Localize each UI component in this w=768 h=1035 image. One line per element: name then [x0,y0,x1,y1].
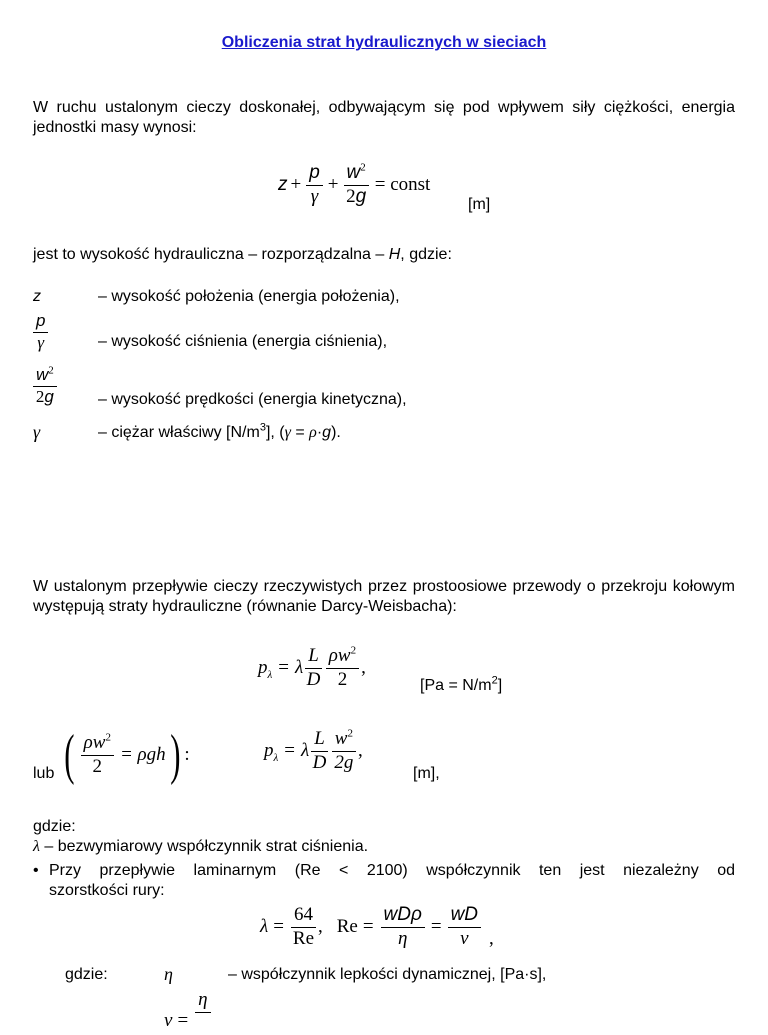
eq2-D: D [306,668,321,690]
eq4-wDrho: wDρ [381,905,425,928]
eq3-rhogh: = ρgh [119,744,166,765]
page-title[interactable]: Obliczenia strat hydraulicznych w sieciach [221,34,547,51]
eq4-Re2: Re [336,916,358,938]
lambda-def-symbol: λ [33,838,40,855]
eq4-lambda: λ [260,916,269,938]
def-gamma-g: γ [284,424,291,441]
eq4-64-over-Re [291,905,316,950]
def-gamma-end: ). [331,424,341,441]
eq3-p: $p_\lambda$ [264,740,279,765]
eq3-comma: , [357,740,363,762]
eq4-wDrho-over-eta [381,905,425,950]
eq5-eta: η [195,990,210,1013]
def-gamma-sup: 3 [259,421,266,434]
eq1-z: z [278,174,288,196]
kinematic-viscosity-equation [164,990,213,1035]
eq1-w2-over-2g [344,163,369,208]
def-text-gamma [98,421,341,442]
eq3-L: L [311,729,328,752]
eq1-p: p [306,163,323,186]
def-gamma-rho: ρ [309,424,317,441]
eq5-eq: = [177,1010,189,1032]
eq2-rhow2-over-2 [326,646,359,691]
kinetic-pressure-relation [60,724,190,786]
eq1-gamma: γ [310,185,319,207]
eq4-nu: ν [460,927,469,949]
def-symbol-gamma [33,422,40,443]
eq1-plus-1: + [290,174,302,196]
eq4-eta: η [397,927,408,949]
def-symbol-z [33,288,41,306]
gdzie2-text: – współczynnik lepkości dynamicznej, [Pa·s], [228,966,547,983]
def-text-w2-2g: – wysokość prędkości (energia kinetyczna), [98,391,407,408]
def-text-p-gamma: – wysokość ciśnienia (energia ciśnienia), [98,333,388,350]
eq4-wD-over-nu [448,905,481,950]
para2-H: H [388,246,401,263]
eq3-2g: 2g [334,751,354,773]
para2-prefix: jest to wysokość hydrauliczna – rozporządzalna – [33,246,389,263]
darcy-paragraph: W ustalonym przepływie cieczy rzeczywistych przez prostoosiowe przewody o przekroju kołowym występują straty hydrauliczne (równanie Darcy-Weisbacha): [33,578,735,615]
bullet-marker: • [33,862,39,879]
def-text-z: – wysokość położenia (energia położenia), [98,288,400,305]
eq2-2: 2 [337,668,348,690]
def-gamma-dot: · [316,424,323,441]
bernoulli-equation [278,163,430,208]
eq3-unit: [m], [413,765,440,782]
eq3-rhow2: $\rho w^2$ [81,733,114,756]
eq1-const: = const [374,174,431,196]
def-symbol-w2-2g [33,366,57,406]
eq3-colon: : [184,744,190,765]
eq5-nu: ν [164,1010,173,1032]
eq3-2: 2 [92,755,103,777]
eq5-eta-frac [195,990,210,1035]
eq2-comma: , [361,657,366,679]
darcy-equation-m [264,729,363,774]
def-w2: $w^2$ [33,366,57,387]
eq1-w2 [344,163,369,186]
eq3-L-over-D [311,729,328,774]
eq3-D: D [312,751,327,773]
bullet-line-2: szorstkości rury: [49,882,165,899]
lambda-definition [33,838,368,856]
def-gamma: γ [37,332,45,352]
eq2-rhow2: $\rho w^2$ [326,646,359,669]
eq2-p: $p_\lambda$ [258,657,273,682]
eq1-2g [346,186,366,208]
eq4-Re: Re [292,927,314,949]
eq4-eq3: = [430,916,442,938]
bullet-line-1: Przy przepływie laminarnym (Re < 2100) współczynnik ten jest niezależny od [49,862,735,879]
lambda-def-text: – bezwymiarowy współczynnik strat ciśnienia. [39,838,369,855]
def-z-text: z [33,288,41,305]
eq4-64: 64 [291,905,316,928]
eq2-L-over-D [305,646,322,691]
eq2-lambda: λ [294,657,304,679]
eq4-eq1: = [273,916,284,938]
eq4-wD: wD [448,905,481,928]
def-gamma-symbol: γ [33,422,41,442]
gdzie2-eta: η [164,964,173,984]
def-gamma-prefix: – ciężar właściwy [N/m [98,424,260,441]
left-paren: ( [64,724,75,786]
eq2-unit: $[Pa = N/m^2]$ [420,674,503,694]
def-p-gamma-frac [33,312,48,352]
def-w2-2g-frac [33,366,57,406]
eq1-plus-2: + [327,174,339,196]
def-2g: 2g [35,386,54,406]
eq3-rhow2-over-2 [81,733,114,778]
eq1-unit: [m] [468,196,491,213]
intro-paragraph: W ruchu ustalonym cieczy doskonałej, odbywającym się pod wpływem siły ciężkości, energia jednostki masy wynosi: [33,99,735,136]
eq2-eq: = [278,657,289,679]
gdzie-label: gdzie: [33,818,76,835]
hydraulic-height-line [33,246,452,264]
eq3-eq: = [284,740,295,762]
eq3-w2-over-2g [332,729,356,774]
def-p: p [33,312,48,333]
eq3-w2: $w^2$ [332,729,356,752]
eq3-lambda: λ [300,740,310,762]
para2-suffix: , gdzie: [400,246,452,263]
eq4-eq2: = [362,916,374,938]
eq2-L: L [305,646,322,669]
laminar-lambda-equation [260,905,494,950]
eq1-p-over-gamma [306,163,323,208]
eq1-w-sup: 2 [360,161,366,174]
eq4-comma: , [317,916,323,938]
def-gamma-gg: g [322,424,332,441]
eq4-comma2: , [489,927,494,949]
darcy-equation-pa [258,646,366,691]
lub-label: lub [33,765,55,782]
eq1-g: g [355,185,367,207]
def-symbol-p-gamma [33,312,48,352]
gdzie2-label: gdzie: [65,966,108,983]
eq1-2: 2 [346,185,356,207]
def-gamma-mid: ], ( [265,424,285,441]
def-gamma-eq: = [290,424,310,441]
right-paren: ) [169,724,181,786]
eq1-w: w [346,162,361,183]
